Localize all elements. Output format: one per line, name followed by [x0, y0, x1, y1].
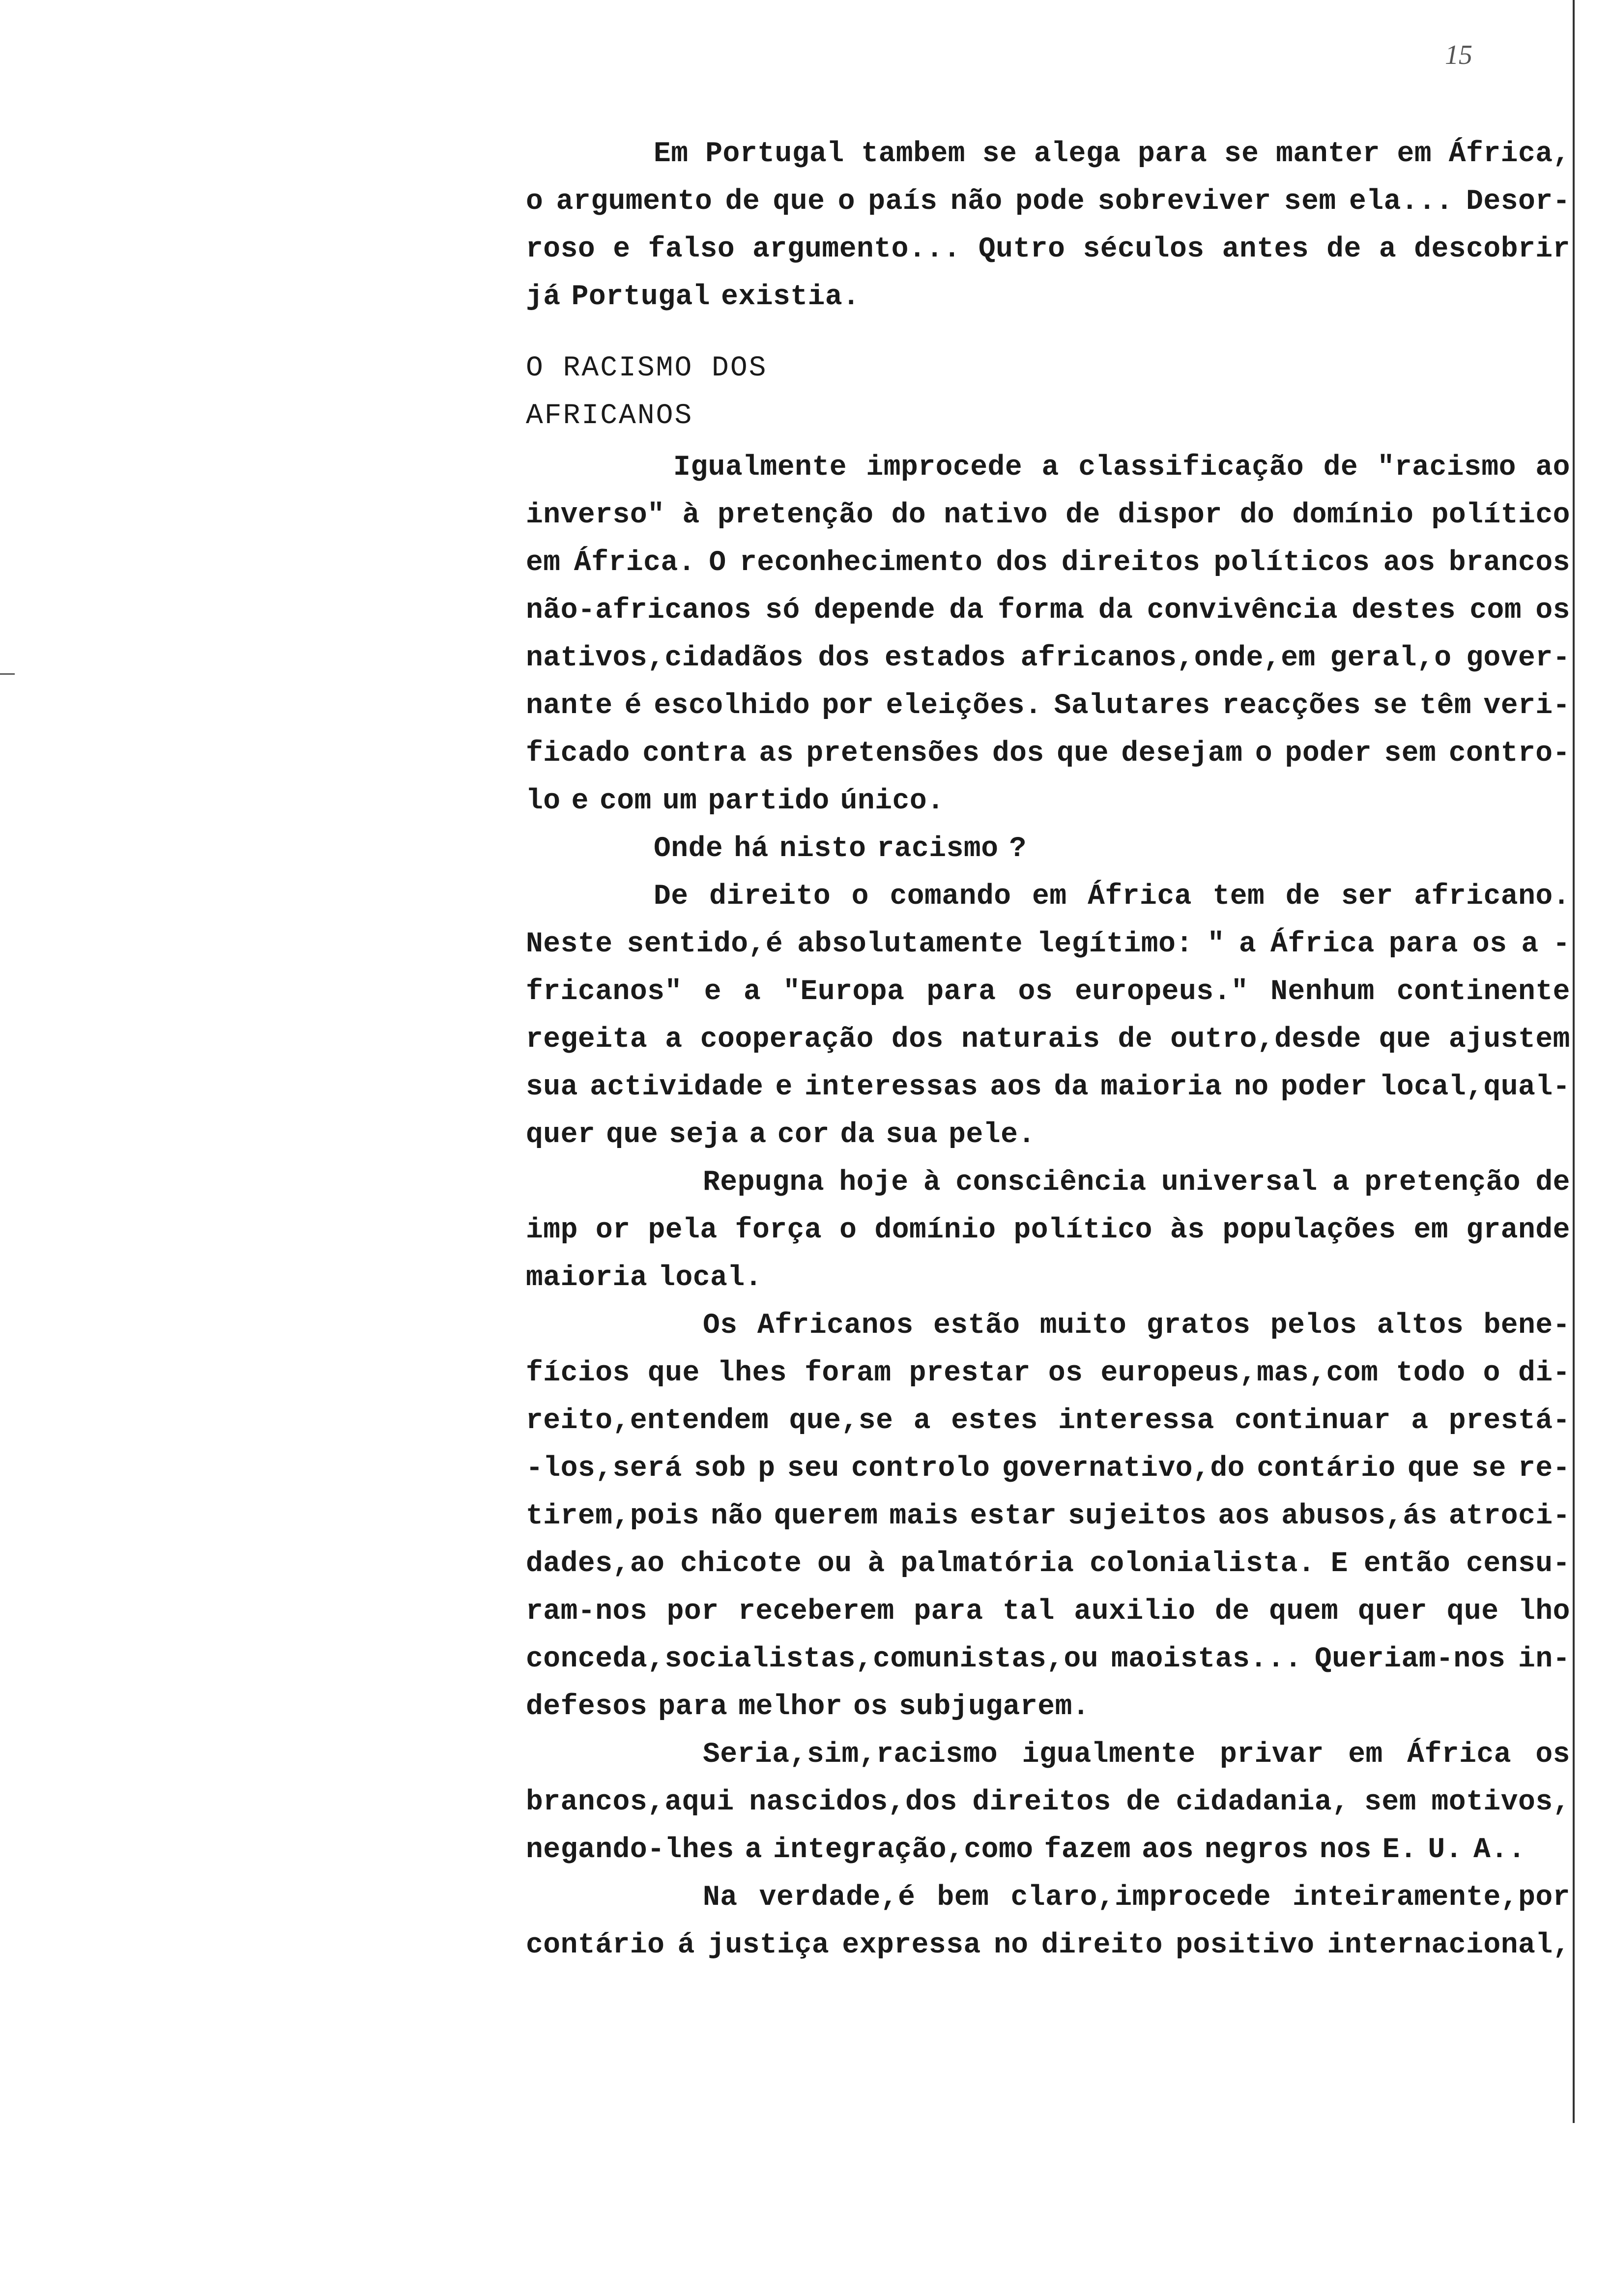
text-line: regeita a cooperação dos naturais de outro,desde que ajustem [526, 1024, 1570, 1056]
text-line: Onde há nisto racismo ? [654, 833, 1027, 865]
text-line: inverso" à pretenção do nativo de dispor do domínio político [526, 499, 1570, 531]
text-line: tirem,pois não querem mais estar sujeitos aos abusos,ás atroci- [526, 1500, 1570, 1532]
text-line: negando-lhes a integração,como fazem aos negros nos E. U. A.. [526, 1834, 1526, 1866]
text-line: conceda,socialistas,comunistas,ou maoistas... Queriam-nos in- [526, 1643, 1570, 1675]
text-line: reito,entendem que,se a estes interessa continuar a prestá- [526, 1405, 1570, 1437]
text-line: imp or pela força o domínio político às populações em grande [526, 1214, 1570, 1246]
text-line: Repugna hoje à consciência universal a pretenção de [703, 1167, 1570, 1199]
section-heading: O RACISMO DOS [526, 352, 768, 384]
text-line: quer que seja a cor da sua pele. [526, 1119, 1036, 1151]
page-number: 15 [1445, 40, 1472, 70]
text-line: Neste sentido,é absolutamente legítimo: " a África para os a - [526, 928, 1570, 960]
text-line: sua actividade e interessas aos da maioria no poder local,qual- [526, 1071, 1570, 1103]
text-line: Igualmente improcede a classificação de "racismo ao [673, 452, 1570, 484]
text-line: contário á justiça expressa no direito positivo internacional, [526, 1929, 1570, 1961]
text-line: nativos,cidadãos dos estados africanos,onde,em geral,o gover- [526, 642, 1570, 674]
text-line: fricanos" e a "Europa para os europeus." Nenhum continente [526, 976, 1570, 1008]
right-margin-rule [1573, 0, 1575, 2123]
text-line: -los,será sob p seu controlo governativo,do contário que se re- [526, 1453, 1570, 1485]
section-heading: AFRICANOS [526, 400, 693, 432]
document-body [526, 130, 1570, 1969]
text-line: dades,ao chicote ou à palmatória colonialista. E então censu- [526, 1548, 1570, 1580]
text-line: Os Africanos estão muito gratos pelos altos bene- [703, 1310, 1570, 1342]
text-line: Na verdade,é bem claro,improcede inteiramente,por [703, 1882, 1570, 1914]
text-line: fícios que lhes foram prestar os europeus,mas,com todo o di- [526, 1357, 1570, 1389]
text-line: ram-nos por receberem para tal auxilio de quem quer que lho [526, 1596, 1570, 1628]
text-line: já Portugal existia. [526, 281, 860, 313]
text-line: brancos,aqui nascidos,dos direitos de cidadania, sem motivos, [526, 1786, 1570, 1818]
left-margin-mark [0, 673, 15, 675]
text-line: não-africanos só depende da forma da convivência destes com os [526, 595, 1570, 627]
text-line: Em Portugal tambem se alega para se manter em África, [654, 138, 1570, 170]
text-line: roso e falso argumento... Qutro séculos antes de a descobrir [526, 233, 1570, 265]
text-line: De direito o comando em África tem de ser africano. [654, 881, 1570, 913]
text-line: o argumento de que o país não pode sobreviver sem ela... Desor- [526, 186, 1570, 218]
text-line: nante é escolhido por eleições. Salutares reacções se têm veri- [526, 690, 1570, 722]
text-line: maioria local. [526, 1262, 762, 1294]
text-line: Seria,sim,racismo igualmente privar em África os [703, 1739, 1570, 1771]
text-line: lo e com um partido único. [526, 785, 945, 817]
text-line: ficado contra as pretensões dos que desejam o poder sem contro- [526, 738, 1570, 770]
text-line: defesos para melhor os subjugarem. [526, 1691, 1090, 1723]
text-line: em África. O reconhecimento dos direitos políticos aos brancos [526, 547, 1570, 579]
